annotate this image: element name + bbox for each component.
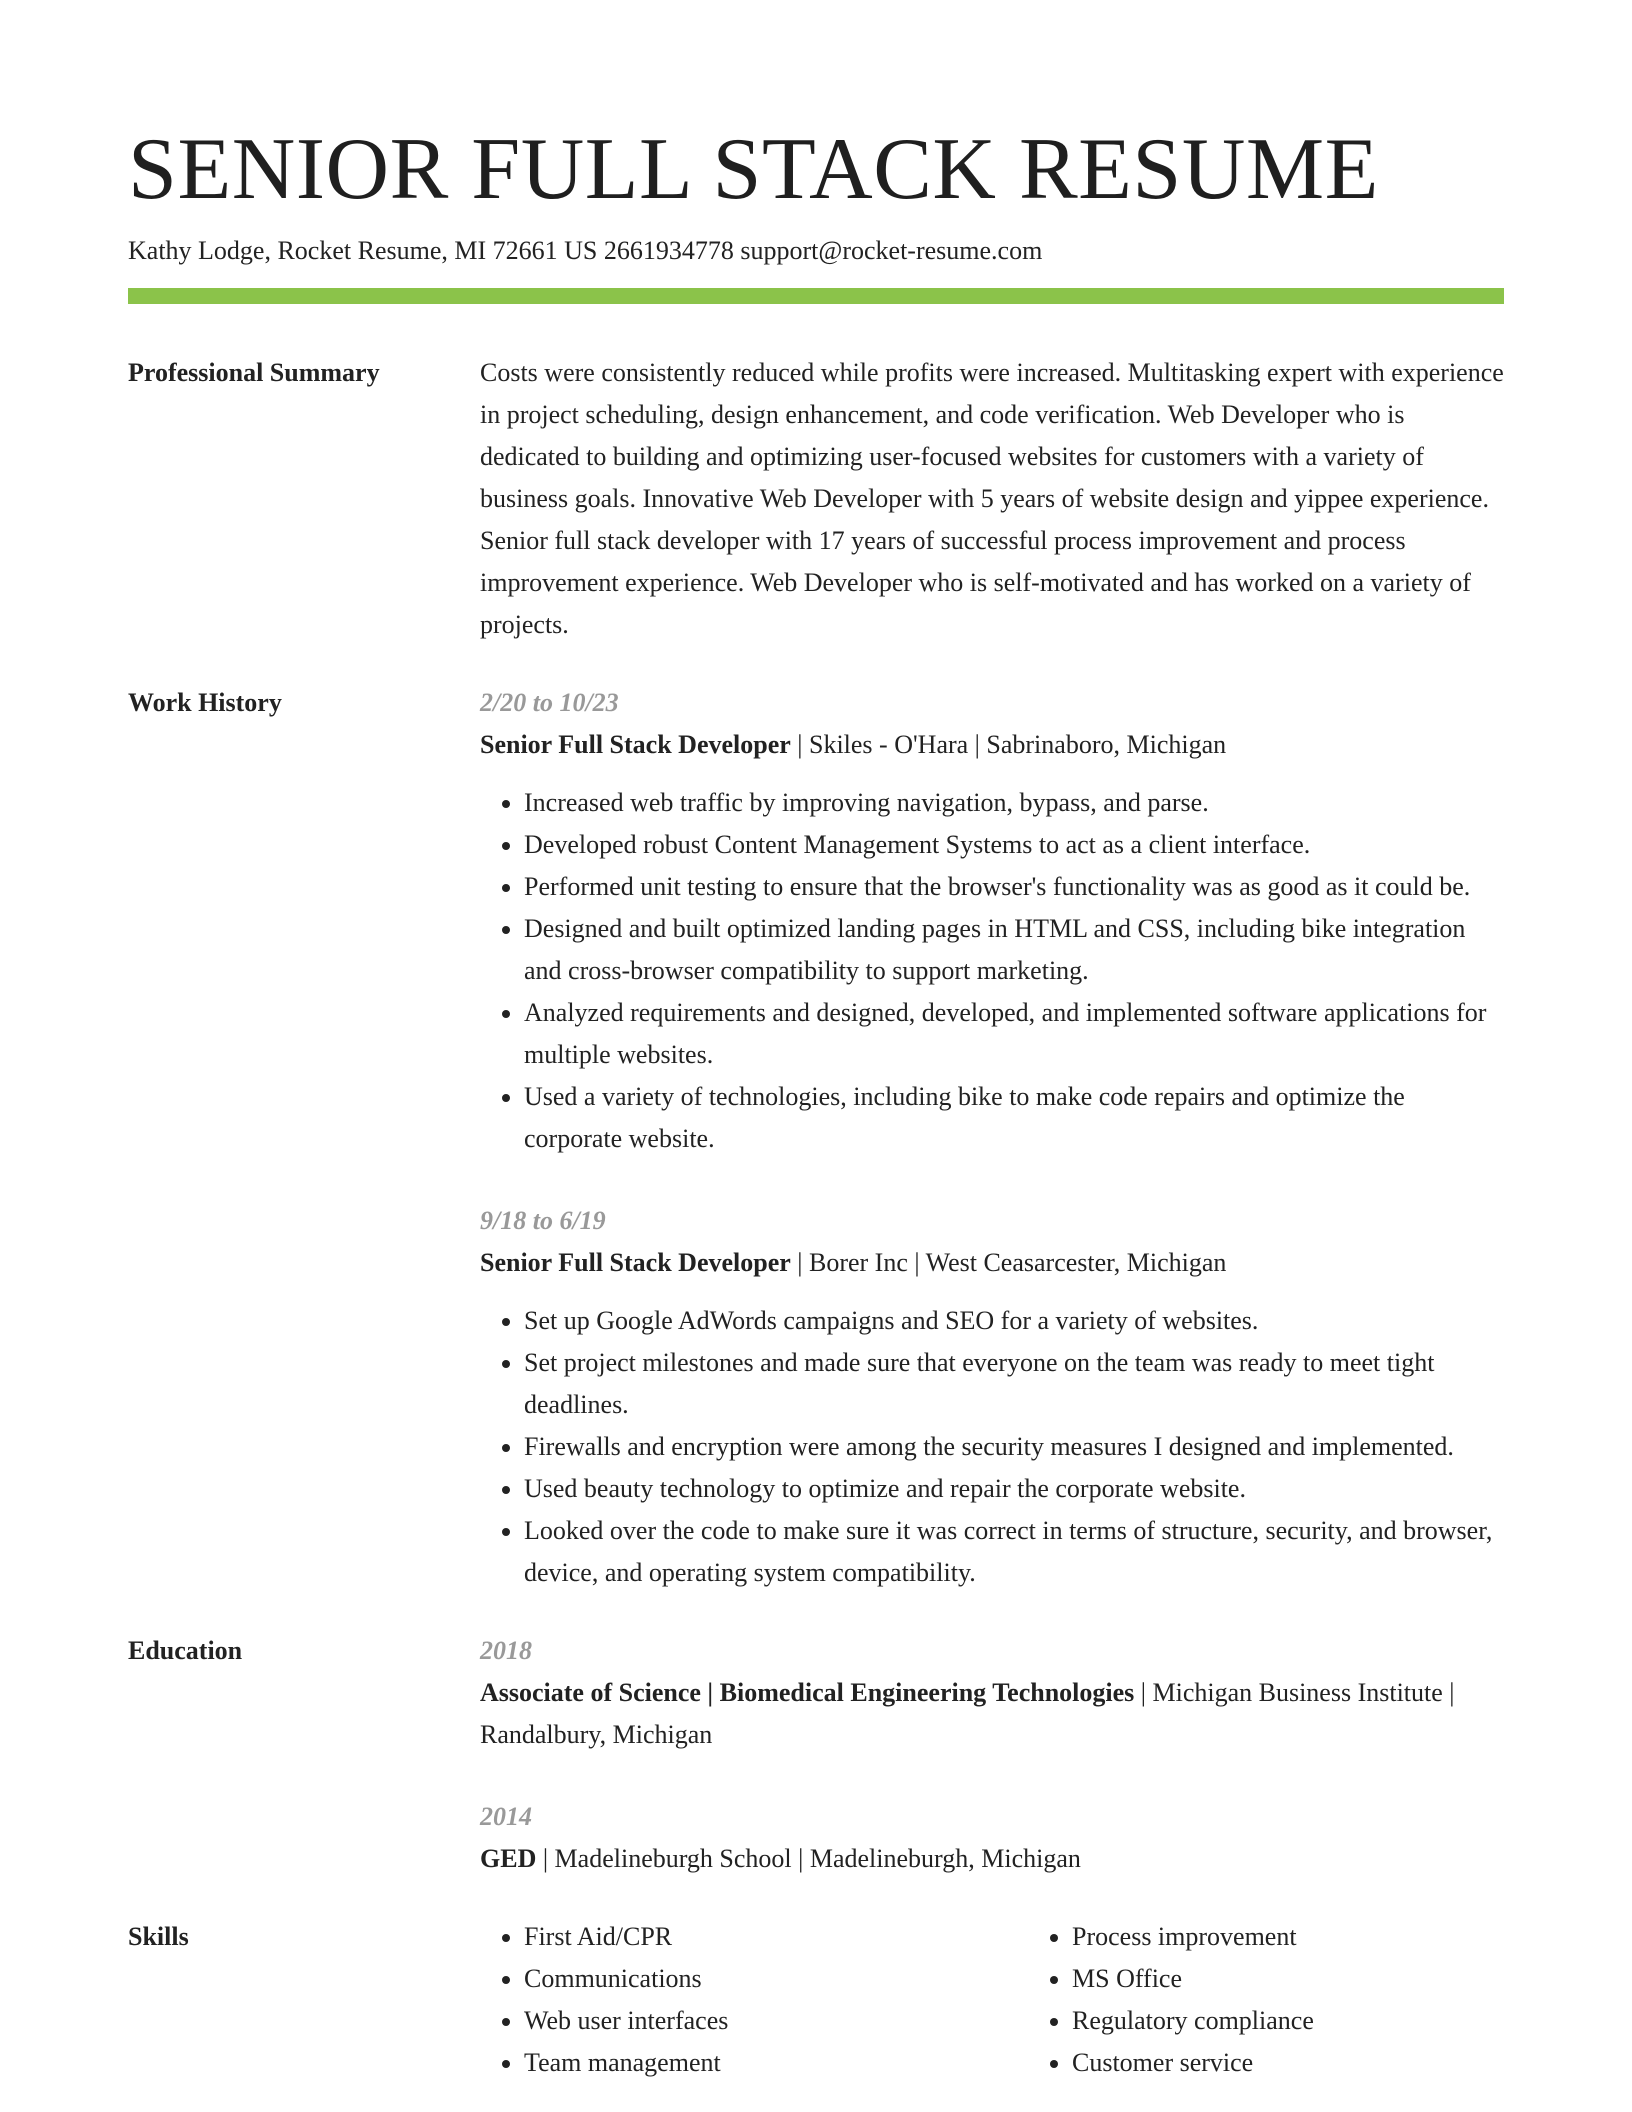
education-heading xyxy=(480,1838,1504,1880)
summary-section xyxy=(128,352,1504,646)
skill-item: • Web user interfaces xyxy=(524,2000,1028,2042)
summary-body xyxy=(480,352,1504,646)
skills-section xyxy=(128,1916,1504,2084)
education-entry xyxy=(480,1630,1504,1756)
list-item: • Developed robust Content Management Systems to act as a client interface. xyxy=(524,824,1504,866)
list-item: • Designed and built optimized landing pages in HTML and CSS, including bike integration and cross-browser compatibility to support marketing. xyxy=(524,908,1504,992)
job-title: Senior Full Stack Developer xyxy=(480,1248,791,1277)
skills-list-left xyxy=(480,1916,1028,2084)
skill-item: • Communications xyxy=(524,1958,1028,2000)
list-item: • Looked over the code to make sure it was correct in terms of structure, security, and browser, device, and operating system compatibility. xyxy=(524,1510,1504,1594)
skill-item: • Team management xyxy=(524,2042,1028,2084)
section-label-summary: Professional Summary xyxy=(128,358,380,387)
work-history-section xyxy=(128,682,1504,1594)
job-dates: 2/20 to 10/23 xyxy=(480,688,619,717)
job-heading xyxy=(480,1242,1504,1284)
job-details: | Skiles - O'Hara | Sabrinaboro, Michigan xyxy=(790,730,1227,759)
list-item: • Performed unit testing to ensure that the browser's functionality was as good as it could be. xyxy=(524,866,1504,908)
section-label-education: Education xyxy=(128,1636,243,1665)
skills-columns xyxy=(480,1916,1576,2084)
education-degree: GED xyxy=(480,1844,537,1873)
education-details: | Madelineburgh School | Madelineburgh, Michigan xyxy=(536,1844,1081,1873)
job-entry xyxy=(480,682,1504,1160)
education-heading xyxy=(480,1672,1504,1756)
resume-title: SENIOR FULL STACK RESUME xyxy=(128,121,1379,218)
summary-text: Costs were consistently reduced while profits were increased. Multitasking expert with experience in project scheduling, design enhancement, and code verification. Web Developer who is dedicated to building and optimizing user-focused websites for customers with a variety of business goals. Innovative Web Developer with 5 years of website design and yippee experience. Senior full stack developer with 17 years of successful process improvement and process improvement experience. Web Developer who is self-motivated and has worked on a variety of projects. xyxy=(480,358,1504,639)
resume-page xyxy=(128,120,1504,2084)
list-item: • Increased web traffic by improving navigation, bypass, and parse. xyxy=(524,782,1504,824)
job-dates: 9/18 to 6/19 xyxy=(480,1206,606,1235)
education-year: 2014 xyxy=(480,1802,532,1831)
skill-item: • MS Office xyxy=(1072,1958,1576,2000)
job-title: Senior Full Stack Developer xyxy=(480,730,791,759)
education-section xyxy=(128,1630,1504,1880)
education-year: 2018 xyxy=(480,1636,532,1665)
skills-list-right xyxy=(1028,1916,1576,2084)
list-item: • Analyzed requirements and designed, developed, and implemented software applications for multiple websites. xyxy=(524,992,1504,1076)
list-item: • Used a variety of technologies, including bike to make code repairs and optimize the corporate website. xyxy=(524,1076,1504,1160)
education-details: | Michigan Business Institute | Randalbury, Michigan xyxy=(480,1678,1455,1749)
work-history-body xyxy=(480,682,1504,1594)
list-item: • Used beauty technology to optimize and repair the corporate website. xyxy=(524,1468,1504,1510)
accent-divider xyxy=(128,288,1504,304)
section-label-work-history: Work History xyxy=(128,688,282,717)
job-entry xyxy=(480,1200,1504,1594)
job-bullets xyxy=(480,1300,1504,1594)
job-bullets xyxy=(480,782,1504,1160)
skill-item: • Regulatory compliance xyxy=(1072,2000,1576,2042)
skills-body xyxy=(480,1916,1576,2084)
education-degree: Associate of Science | Biomedical Engineering Technologies xyxy=(480,1678,1135,1707)
list-item: • Set project milestones and made sure that everyone on the team was ready to meet tight deadlines. xyxy=(524,1342,1504,1426)
job-details: | Borer Inc | West Ceasarcester, Michigan xyxy=(790,1248,1227,1277)
job-heading xyxy=(480,724,1504,766)
skill-item: • First Aid/CPR xyxy=(524,1916,1028,1958)
education-body xyxy=(480,1630,1504,1880)
skill-item: • Process improvement xyxy=(1072,1916,1576,1958)
list-item: • Set up Google AdWords campaigns and SEO for a variety of websites. xyxy=(524,1300,1504,1342)
section-label-skills: Skills xyxy=(128,1922,189,1951)
list-item: • Firewalls and encryption were among the security measures I designed and implemented. xyxy=(524,1426,1504,1468)
skill-item: • Customer service xyxy=(1072,2042,1576,2084)
contact-line: Kathy Lodge, Rocket Resume, MI 72661 US 2661934778 support@rocket-resume.com xyxy=(128,236,1043,265)
education-entry xyxy=(480,1796,1504,1880)
